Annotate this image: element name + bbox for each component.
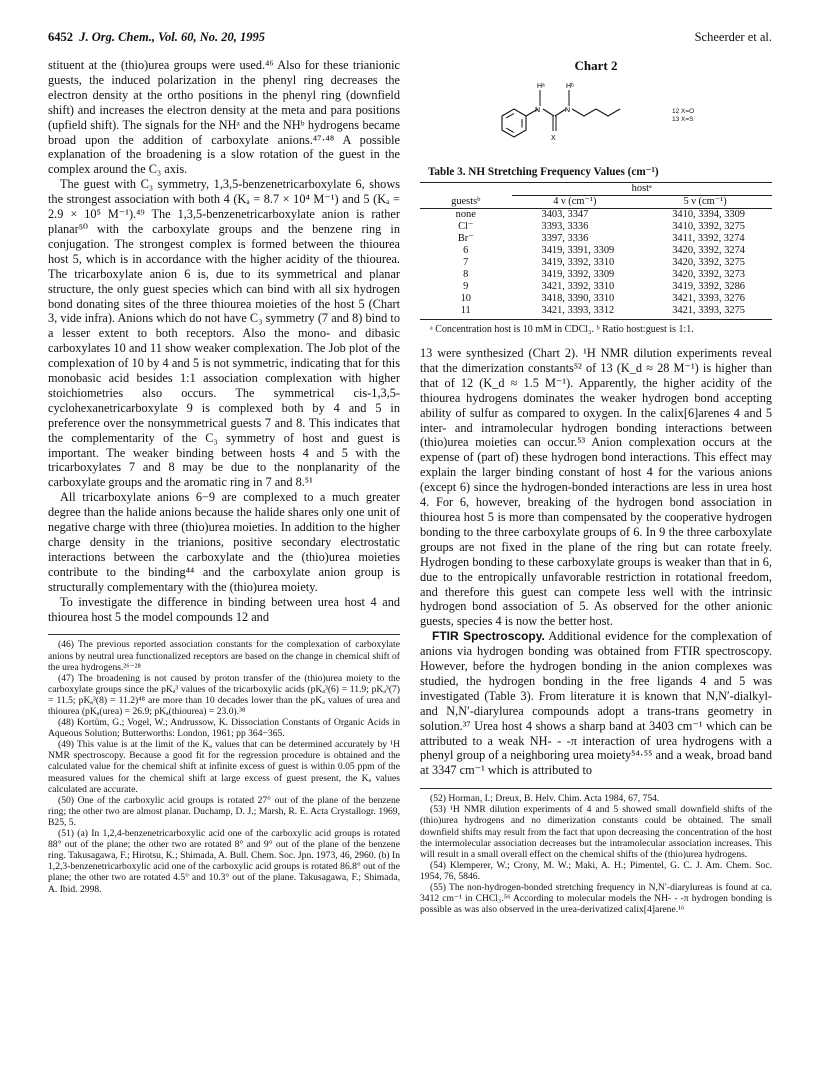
cell-host4: 3403, 3347 [541, 209, 589, 220]
right-body-text [420, 346, 772, 778]
right-footnotes [420, 788, 772, 915]
cell-host5: 3420, 3392, 3274 [672, 245, 745, 256]
journal-page [48, 30, 772, 1050]
cell-host5: 3410, 3392, 3275 [672, 221, 745, 232]
footnote: (50) One of the carboxylic acid groups is rotated 27° out of the plane of the benzene ring; the other two are almost planar. Duchamp, D. J.; Marsh, R. E. Acta Crystallogr. 1969, B25, 5. [48, 794, 400, 828]
table-header-host5: 5 ν (cm⁻¹) [638, 196, 772, 209]
cell-host4: 3421, 3392, 3310 [541, 281, 615, 292]
footnote: (54) Klemperer, W.; Crony, M. W.; Maki, A. H.; Pimentel, G. C. J. Am. Chem. Soc. 1954, 76, 5846. [420, 859, 772, 882]
cell-guest: 10 [460, 293, 471, 304]
table-header-spacer [420, 183, 512, 196]
footnote: (51) (a) In 1,2,4-benzenetricarboxylic acid one of the carboxylic acid groups is rotated 88° out of the plane; the other two are rotated 8° and 9° out of the plane of the benzene ring. Takusagawa, F.; Hirotsu, K.; Shimada, A. Bull. Chem. Soc. Jpn. 1973, 46, 2960. (b) In 1,2,3-benzenetricarboxylic acid one of the carboxylic acid groups is rotated 86.8° out of the plane; the other two are rotated 4.5° and 10.3° out of the plane. Takusagawa, F.; Shimada, A. Ibid. 2998. [48, 828, 400, 895]
left-body-text [48, 58, 400, 624]
footnote: (53) ¹H NMR dilution experiments of 4 and 5 showed small downfield shifts of the (thio)urea hydrogens and no dimerization constants could be obtained. The small downfield shifts may result from the fact that upon decreasing the concentration of the host the intermolecular association decreases but the intramolecular association increases. This will result in a small overall effect on the chemical shifts of the (thio)urea hydrogens. [420, 804, 772, 860]
cell-host5: 3420, 3392, 3275 [672, 257, 745, 268]
table-row [420, 209, 772, 222]
page-header [48, 30, 772, 48]
urea-structure-drawing [480, 76, 680, 156]
table-3 [420, 182, 772, 320]
atom-label-hb: Hᵇ [566, 83, 574, 90]
cell-host5: 3411, 3392, 3274 [672, 233, 745, 244]
footnote: (52) Horman, I.; Dreux, B. Helv. Chim. Acta 1984, 67, 754. [430, 793, 660, 805]
chart-2-title: Chart 2 [574, 58, 618, 73]
table-row [420, 305, 772, 320]
table-header-host: hostᵃ [512, 183, 772, 196]
left-column [48, 58, 400, 895]
table-row [420, 245, 772, 257]
compound-label-12: 12 X=O [672, 108, 695, 115]
cell-host5: 3410, 3394, 3309 [672, 209, 745, 220]
journal-name: J. Org. Chem., [79, 30, 155, 44]
section-heading-ftir: FTIR Spectroscopy. [432, 629, 545, 644]
atom-label-n1: N [535, 107, 541, 114]
cell-guest: 9 [463, 281, 469, 292]
table-3-notes: ᵃ Concentration host is 10 mM in CDCl₃. ᵇ Ratio host:guest is 1:1. [430, 324, 694, 335]
compound-label-13: 13 X=S [672, 115, 694, 123]
paragraph-ftir [420, 629, 772, 778]
footnote: (47) The broadening is not caused by proton transfer of the (thio)urea moiety to the carboxylate groups since the pKₐ³ values of the tricarboxylic acids (pKₐ³(6) = 11.9; pKₐ³(7) = 11.5; pKₐ³(8) = 11.2)⁴⁸ are more than 10 decades lower than the pKₐ values of urea and thiourea (pKₐ(urea) = 26.9; pKₐ(thiourea) = 23.0).³⁸ [48, 672, 400, 717]
table-row [420, 221, 772, 233]
cell-host4: 3397, 3336 [541, 233, 589, 244]
atom-label-n2: N [565, 107, 571, 114]
cell-host4: 3418, 3390, 3310 [541, 293, 615, 304]
cell-guest: 11 [420, 305, 512, 320]
atom-label-x: X [551, 135, 556, 142]
table-3-title: Table 3. NH Stretching Frequency Values (cm⁻¹) [428, 166, 659, 178]
footnote: (46) The previous reported association constants for the complexation of carboxylate anions by neutral urea functionalized receptors are based on the change in chemical shift of the urea hydrogens.²⁶⁻²⁸ [48, 639, 400, 673]
table-header-guests: guestsᵇ [420, 196, 512, 209]
table-row [420, 269, 772, 281]
cell-host4: 3421, 3393, 3312 [512, 305, 639, 320]
table-3-body [420, 209, 772, 320]
left-footnotes [48, 634, 400, 894]
footnote: (55) The non-hydrogen-bonded stretching frequency in N,N′-diarylureas is found at ca. 3412 cm⁻¹ in CHCl₃.⁵⁶ According to molecular models the NH- - -π hydrogen bonding is possible as was also observed in the urea-derivatized calix[4]arene.¹⁶ [420, 882, 772, 916]
cell-guest: none [455, 209, 476, 220]
paragraph-ftir-text: Additional evidence for the complexation of anions via hydrogen bonding was obtained from FTIR spectroscopy. However, before the hydrogen bonding in the anion complexes was studied, the hydrogen bonding in the free ligands 4 and 5 was investigated (Table 3). From literature it is known that N,N′-dialkyl- and N,N′-diarylurea compounds adopt a trans-trans geometry in solution.³⁷ Urea host 4 shows a sharp band at 3403 cm⁻¹ which can be attributed to a weak NH- - -π interaction of urea hydrogens with a phenyl group of a neighboring urea moiety⁵⁴·⁵⁵ and a weak, broad band at 3347 cm⁻¹ which is attributed to [420, 629, 772, 778]
volume-info: Vol. 60, No. 20, 1995 [158, 30, 266, 44]
table-row [420, 257, 772, 269]
chart-2-structure [420, 76, 772, 156]
table-header-host4: 4 ν (cm⁻¹) [512, 196, 639, 209]
cell-guest: Cl⁻ [458, 221, 474, 232]
cell-host5: 3420, 3392, 3273 [672, 269, 745, 280]
cell-host4: 3419, 3391, 3309 [541, 245, 615, 256]
footnote: (49) This value is at the limit of the Kₐ values that can be determined accurately by ¹H NMR spectroscopy. Because a good fit for the regression procedure is obtained and the calculated value for the chemical shift at infinite excess of guest is within 0.05 ppm of the measured values for the chemical shift at large excess of guest present, the Kₐ values calculated are accurate. [48, 739, 400, 795]
compound-labels [672, 108, 694, 123]
paragraph: To investigate the difference in binding between urea host 4 and thiourea host 5 the model compounds 12 and [48, 594, 400, 624]
table-row [420, 293, 772, 305]
cell-guest: 7 [463, 257, 469, 268]
right-column [420, 58, 772, 915]
table-row [420, 281, 772, 293]
cell-guest: 8 [463, 269, 469, 280]
paragraph: The guest with C₃ symmetry, 1,3,5-benzenetricarboxylate 6, shows the strongest association with both 4 (Kₐ = 8.7 × 10⁴ M⁻¹) and 5 (Kₐ = 2.9 × 10⁵ M⁻¹).⁴⁹ The 1,3,5-benzenetricarboxylate anion is rather planar⁵⁰ with the carboxylate groups and the benzene ring in conjugation. The strongest complex is formed between the thiourea host 5, which is in accordance with the higher acidity of the thiourea. The tricarboxylate anion 6 is, due to its symmetrical and planar structure, the only guest species which can bind with all six hydrogen bond donating sites of the three thiourea moieties of the host 5 (Chart 3, vide infra). Anions which do not have C₃ symmetry (7 and 8) bind to a lesser extent to both receptors. Also the mono- and dibasic carboxylates 10 and 11 show weaker complexation. The Job plot of the complexation of 10 by 4 and 5 is not symmetric, indicating that for this monobasic acid besides 1:1 association complexation with higher stoichiometries also occurs. The symmetrical cis-1,3,5-cyclohexanetricarboxylate 9 is complexed both by 4 and 5 in preference over the nonsymmetrical guests 7 and 8. This indicates that the complementarity of the C₃ symmetry of host and guest is important. The weaker binding between hosts 4 and 5 with the tricarboxylates 7 and 8 may be due to the nonplanarity of the carboxylate groups and the aromatic ring in 7 and 8.⁵¹ [48, 177, 400, 490]
atom-label-ha: Hᵃ [537, 83, 545, 90]
cell-host5: 3421, 3393, 3276 [672, 293, 745, 304]
header-left [48, 30, 265, 45]
page-number: 6452 [48, 30, 73, 44]
cell-guest: 6 [463, 245, 469, 256]
paragraph: stituent at the (thio)urea groups were used.⁴⁶ Also for these trianionic guests, the induced polarization in the phenyl ring decreases the electron density at the ortho positions in the phenyl ring (downfield shift) and increases the electron density at the meta and para positions (upfield shift). The signals for the NHᵃ and the NHᵇ hydrogens became broad upon the addition of carboxylate anions.⁴⁷·⁴⁸ A possible explanation of the broadening is a slow rotation of the guest in the complex around the C₃ axis. [48, 58, 400, 177]
cell-host5: 3421, 3393, 3275 [638, 305, 772, 320]
cell-host4: 3419, 3392, 3309 [541, 269, 615, 280]
footnote: (48) Kortüm, G.; Vogel, W.; Andrussow, K. Dissociation Constants of Organic Acids in Aqueous Solution; Butterworths: London, 1961; pp 364−365. [48, 717, 400, 740]
running-authors: Scheerder et al. [694, 30, 772, 44]
paragraph: 13 were synthesized (Chart 2). ¹H NMR dilution experiments reveal that the dimerization constants⁵² of 13 (K_d ≈ 28 M⁻¹) is higher than that of 12 (K_d ≈ 1.5 M⁻¹). Apparently, the higher acidity of the thiourea hydrogens dominates the weaker hydrogen bond accepting ability of sulfur as compared to oxygen. In the calix[6]arenes 4 and 5 inter- and intramolecular hydrogen bonding interactions between (thio)urea moieties can occur.⁵³ Anion complexation occurs at the expense of (part of) these hydrogen bond interactions. This effect may explain the larger binding constant of host 4 for the various anions (except 6) since the hydrogen-bonded interactions are less in urea host 4. For 6, however, breaking of the hydrogen bond association in thiourea host 5 is more than compensated by the cooperative hydrogen bonding to the three carboxylate groups of 6. In 9 the three carboxylate groups are not fixed in the plane of the ring but can rotate freely. Hydrogen bonding to these carboxylate groups is weaker than that in 6, due to the entropically unfavorable restriction in rotational freedom, and therefore this guest can compete less well with the intrinsic hydrogen bond association of 5. As observed for the other anionic guests, species 4 is now the better host. [420, 346, 772, 629]
table-row [420, 233, 772, 245]
paragraph: All tricarboxylate anions 6−9 are complexed to a much greater degree than the halide anions because the halide shares only one unit of negative charge with three (thio)urea moieties. In addition to the higher charge density in the trianions, positive secondary electrostatic interactions between the carboxylate and the (thio)urea moieties contribute to the binding⁴⁴ and the carboxylate anion group is structurally complementary with the (thio)urea moiety. [48, 490, 400, 594]
cell-host4: 3393, 3336 [541, 221, 589, 232]
cell-host5: 3419, 3392, 3286 [672, 281, 745, 292]
cell-host4: 3419, 3392, 3310 [541, 257, 615, 268]
cell-guest: Br⁻ [457, 233, 474, 244]
